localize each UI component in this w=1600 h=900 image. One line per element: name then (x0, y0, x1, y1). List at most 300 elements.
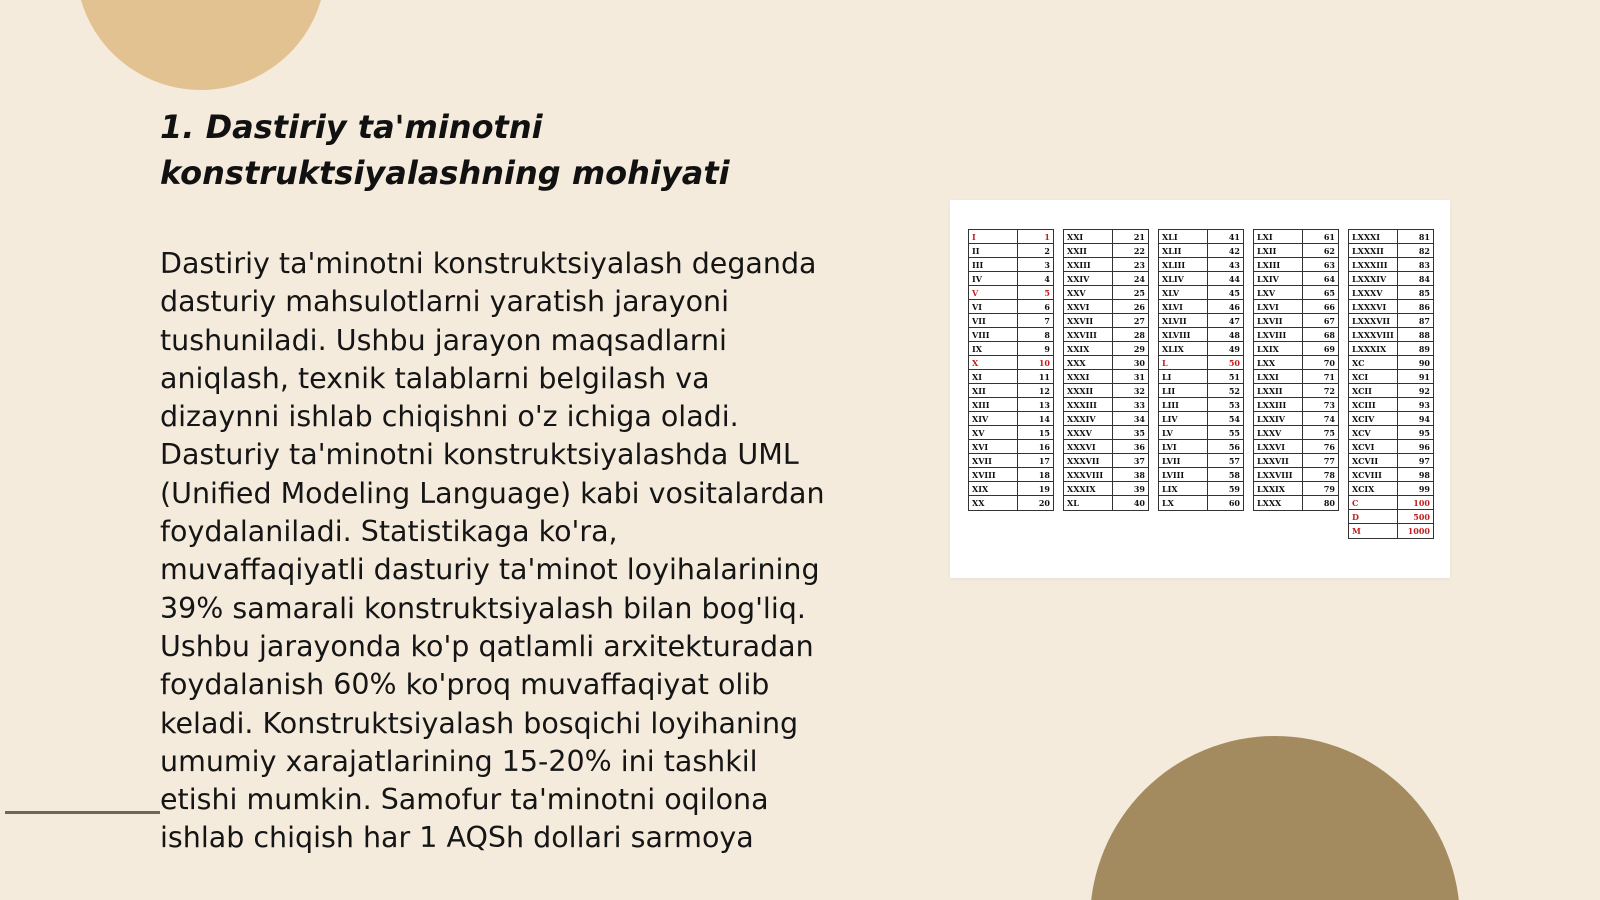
arabic-cell: 51 (1228, 372, 1240, 382)
arabic-cell: 88 (1418, 330, 1430, 340)
table-row (1349, 468, 1433, 482)
roman-table-group (1253, 229, 1339, 511)
arabic-cell: 38 (1133, 470, 1145, 480)
arabic-cell: 20 (1038, 498, 1050, 508)
roman-cell: LXXVIII (1254, 468, 1303, 481)
table-row (1254, 440, 1338, 454)
roman-cell: LXV (1254, 286, 1303, 299)
table-row (1254, 300, 1338, 314)
roman-cell: D (1349, 510, 1398, 523)
arabic-cell: 24 (1133, 274, 1145, 284)
roman-cell: XL (1064, 496, 1113, 510)
roman-cell: LXXVII (1254, 454, 1303, 467)
roman-cell: XLVIII (1159, 328, 1208, 341)
arabic-cell: 19 (1038, 484, 1050, 494)
table-row (1349, 370, 1433, 384)
table-row (1254, 342, 1338, 356)
table-row (969, 384, 1053, 398)
roman-cell: XLVI (1159, 300, 1208, 313)
arabic-cell: 16 (1038, 442, 1050, 452)
table-row (1064, 286, 1148, 300)
arabic-cell: 79 (1323, 484, 1335, 494)
table-row (1159, 370, 1243, 384)
arabic-cell: 49 (1228, 344, 1240, 354)
arabic-cell: 52 (1228, 386, 1240, 396)
roman-cell: XXVI (1064, 300, 1113, 313)
table-row (1254, 496, 1338, 510)
roman-cell: LIII (1159, 398, 1208, 411)
roman-cell: LXII (1254, 244, 1303, 257)
arabic-cell: 75 (1323, 428, 1335, 438)
arabic-cell: 97 (1418, 456, 1430, 466)
arabic-cell: 72 (1323, 386, 1335, 396)
arabic-cell: 6 (1044, 302, 1050, 312)
arabic-cell: 33 (1133, 400, 1145, 410)
arabic-cell: 81 (1418, 232, 1430, 242)
decorative-circle-top (76, 0, 326, 90)
table-row (969, 286, 1053, 300)
table-row (969, 328, 1053, 342)
table-row (1159, 426, 1243, 440)
arabic-cell: 34 (1133, 414, 1145, 424)
arabic-cell: 61 (1323, 232, 1335, 242)
table-row (1064, 412, 1148, 426)
roman-cell: X (969, 356, 1018, 369)
table-row (1064, 496, 1148, 510)
table-row (1064, 272, 1148, 286)
arabic-cell: 93 (1418, 400, 1430, 410)
arabic-cell: 8 (1044, 330, 1050, 340)
roman-cell: XVII (969, 454, 1018, 467)
arabic-cell: 7 (1044, 316, 1050, 326)
roman-cell: LXXVI (1254, 440, 1303, 453)
arabic-cell: 35 (1133, 428, 1145, 438)
arabic-cell: 30 (1133, 358, 1145, 368)
table-row (1159, 496, 1243, 510)
roman-table-group (968, 229, 1054, 511)
table-row (1064, 454, 1148, 468)
roman-cell: LXXXII (1349, 244, 1398, 257)
slide-body-text: Dastiriy ta'minotni konstruktsiyalash deganda dasturiy mahsulotlarni yaratish jarayoni tushuniladi. Ushbu jarayon maqsadlarni aniqlash, texnik talablarni belgilash va dizaynni ishlab chiqishni o'z ichiga oladi. Dasturiy ta'minotni konstruktsiyalashda UML (Unified Modeling Language) kabi vositalardan foydalaniladi. Statistikaga ko'ra, muvaffaqiyatli dasturiy ta'minot loyihalarining 39% samarali konstruktsiyalash bilan bog'liq. Ushbu jarayonda ko'p qatlamli arxitekturadan foydalanish 60% ko'proq muvaffaqiyat olib keladi. Konstruktsiyalash bosqichi loyihaning umumiy xarajatlarining 15-20% ini tashkil etishi mumkin. Samofur ta'minotni oqilona ishlab chiqish har 1 AQSh dollari sarmoya (160, 247, 825, 855)
arabic-cell: 85 (1418, 288, 1430, 298)
arabic-cell: 37 (1133, 456, 1145, 466)
arabic-cell: 11 (1038, 372, 1050, 382)
roman-cell: LII (1159, 384, 1208, 397)
roman-cell: XCVI (1349, 440, 1398, 453)
table-row (1349, 384, 1433, 398)
roman-cell: XLIX (1159, 342, 1208, 355)
arabic-cell: 74 (1323, 414, 1335, 424)
arabic-cell: 60 (1228, 498, 1240, 508)
arabic-cell: 45 (1228, 288, 1240, 298)
arabic-cell: 48 (1228, 330, 1240, 340)
roman-cell: LXI (1254, 230, 1303, 243)
table-row (1349, 510, 1433, 524)
table-row (1159, 384, 1243, 398)
table-row (969, 440, 1053, 454)
arabic-cell: 58 (1228, 470, 1240, 480)
roman-cell: LXXIV (1254, 412, 1303, 425)
table-row (1064, 356, 1148, 370)
arabic-cell: 77 (1323, 456, 1335, 466)
arabic-cell: 22 (1133, 246, 1145, 256)
roman-cell: LXVII (1254, 314, 1303, 327)
roman-cell: LXXXVII (1349, 314, 1398, 327)
roman-table-group (1348, 229, 1434, 539)
table-row (969, 342, 1053, 356)
arabic-cell: 53 (1228, 400, 1240, 410)
table-row (1349, 454, 1433, 468)
table-row (1349, 524, 1433, 538)
arabic-cell: 1000 (1407, 526, 1430, 536)
table-row (1064, 370, 1148, 384)
arabic-cell: 57 (1228, 456, 1240, 466)
roman-cell: XLV (1159, 286, 1208, 299)
roman-cell: I (969, 230, 1018, 243)
roman-cell: XXVIII (1064, 328, 1113, 341)
roman-cell: XXXIV (1064, 412, 1113, 425)
table-row (1349, 314, 1433, 328)
arabic-cell: 87 (1418, 316, 1430, 326)
table-row (969, 356, 1053, 370)
arabic-cell: 90 (1418, 358, 1430, 368)
roman-cell: XC (1349, 356, 1398, 369)
table-row (969, 468, 1053, 482)
arabic-cell: 95 (1418, 428, 1430, 438)
arabic-cell: 2 (1044, 246, 1050, 256)
roman-cell: III (969, 258, 1018, 271)
table-row (1159, 328, 1243, 342)
roman-cell: M (1349, 524, 1398, 538)
arabic-cell: 50 (1228, 358, 1240, 368)
arabic-cell: 29 (1133, 344, 1145, 354)
table-row (969, 230, 1053, 244)
table-row (1349, 356, 1433, 370)
arabic-cell: 23 (1133, 260, 1145, 270)
roman-cell: LXXXVI (1349, 300, 1398, 313)
roman-cell: LIV (1159, 412, 1208, 425)
roman-cell: XLIV (1159, 272, 1208, 285)
table-row (1254, 356, 1338, 370)
roman-cell: XX (969, 496, 1018, 510)
roman-cell: LVII (1159, 454, 1208, 467)
table-row (1349, 286, 1433, 300)
arabic-cell: 39 (1133, 484, 1145, 494)
roman-cell: VII (969, 314, 1018, 327)
table-row (969, 272, 1053, 286)
table-row (1254, 370, 1338, 384)
arabic-cell: 64 (1323, 274, 1335, 284)
roman-cell: IX (969, 342, 1018, 355)
table-row (1349, 440, 1433, 454)
arabic-cell: 98 (1418, 470, 1430, 480)
table-row (1159, 440, 1243, 454)
roman-cell: LXIII (1254, 258, 1303, 271)
roman-cell: XCIII (1349, 398, 1398, 411)
table-row (1349, 328, 1433, 342)
roman-cell: XIV (969, 412, 1018, 425)
roman-cell: XI (969, 370, 1018, 383)
roman-cell: XLVII (1159, 314, 1208, 327)
roman-cell: VI (969, 300, 1018, 313)
arabic-cell: 71 (1323, 372, 1335, 382)
arabic-cell: 70 (1323, 358, 1335, 368)
roman-cell: XCVIII (1349, 468, 1398, 481)
arabic-cell: 4 (1044, 274, 1050, 284)
roman-cell: XXX (1064, 356, 1113, 369)
arabic-cell: 62 (1323, 246, 1335, 256)
table-row (1349, 496, 1433, 510)
roman-cell: XXXII (1064, 384, 1113, 397)
arabic-cell: 5 (1044, 288, 1050, 298)
table-row (1349, 482, 1433, 496)
arabic-cell: 92 (1418, 386, 1430, 396)
arabic-cell: 82 (1418, 246, 1430, 256)
table-row (1159, 286, 1243, 300)
arabic-cell: 9 (1044, 344, 1050, 354)
table-row (1254, 468, 1338, 482)
roman-cell: LXXI (1254, 370, 1303, 383)
arabic-cell: 46 (1228, 302, 1240, 312)
bottom-divider-line (5, 811, 160, 814)
arabic-cell: 25 (1133, 288, 1145, 298)
table-row (969, 412, 1053, 426)
roman-table-group (1158, 229, 1244, 511)
arabic-cell: 86 (1418, 302, 1430, 312)
roman-cell: XXIV (1064, 272, 1113, 285)
arabic-cell: 47 (1228, 316, 1240, 326)
roman-cell: XCVII (1349, 454, 1398, 467)
arabic-cell: 78 (1323, 470, 1335, 480)
roman-cell: XVI (969, 440, 1018, 453)
roman-cell: LXIV (1254, 272, 1303, 285)
table-row (1064, 258, 1148, 272)
roman-cell: LXX (1254, 356, 1303, 369)
roman-cell: LXXXIV (1349, 272, 1398, 285)
table-row (1159, 272, 1243, 286)
arabic-cell: 32 (1133, 386, 1145, 396)
roman-cell: LXVIII (1254, 328, 1303, 341)
roman-cell: XXIII (1064, 258, 1113, 271)
arabic-cell: 76 (1323, 442, 1335, 452)
table-row (1349, 258, 1433, 272)
table-row (1064, 398, 1148, 412)
table-row (1064, 328, 1148, 342)
table-row (1349, 272, 1433, 286)
arabic-cell: 21 (1133, 232, 1145, 242)
arabic-cell: 65 (1323, 288, 1335, 298)
roman-cell: XXXVII (1064, 454, 1113, 467)
table-row (1349, 244, 1433, 258)
arabic-cell: 94 (1418, 414, 1430, 424)
roman-cell: LXXXV (1349, 286, 1398, 299)
arabic-cell: 31 (1133, 372, 1145, 382)
roman-cell: LXVI (1254, 300, 1303, 313)
table-row (1159, 258, 1243, 272)
table-row (1064, 482, 1148, 496)
arabic-cell: 63 (1323, 260, 1335, 270)
table-row (1254, 426, 1338, 440)
roman-cell: XCIX (1349, 482, 1398, 495)
table-row (969, 258, 1053, 272)
arabic-cell: 41 (1228, 232, 1240, 242)
roman-cell: LXXIII (1254, 398, 1303, 411)
table-row (1254, 384, 1338, 398)
arabic-cell: 96 (1418, 442, 1430, 452)
table-row (1159, 244, 1243, 258)
arabic-cell: 89 (1418, 344, 1430, 354)
roman-cell: LXXIX (1254, 482, 1303, 495)
roman-cell: XCIV (1349, 412, 1398, 425)
slide-title-line-2: konstruktsiyalashning mohiyati (160, 154, 730, 192)
arabic-cell: 18 (1038, 470, 1050, 480)
roman-cell: LXXV (1254, 426, 1303, 439)
roman-cell: LVIII (1159, 468, 1208, 481)
roman-cell: XLII (1159, 244, 1208, 257)
slide-title-line-1: 1. Dastiriy ta'minotni (160, 108, 543, 146)
roman-cell: LXXII (1254, 384, 1303, 397)
roman-cell: LXXX (1254, 496, 1303, 510)
arabic-cell: 54 (1228, 414, 1240, 424)
roman-cell: XXXVI (1064, 440, 1113, 453)
table-row (1254, 258, 1338, 272)
table-row (1159, 300, 1243, 314)
roman-cell: C (1349, 496, 1398, 509)
roman-table-group (1063, 229, 1149, 511)
table-row (1064, 314, 1148, 328)
table-row (969, 370, 1053, 384)
arabic-cell: 68 (1323, 330, 1335, 340)
table-row (1254, 286, 1338, 300)
arabic-cell: 1 (1044, 232, 1050, 242)
roman-cell: XCV (1349, 426, 1398, 439)
table-row (969, 398, 1053, 412)
table-row (1254, 244, 1338, 258)
roman-cell: LIX (1159, 482, 1208, 495)
arabic-cell: 56 (1228, 442, 1240, 452)
arabic-cell: 36 (1133, 442, 1145, 452)
roman-cell: XIII (969, 398, 1018, 411)
arabic-cell: 17 (1038, 456, 1050, 466)
arabic-cell: 99 (1418, 484, 1430, 494)
decorative-circle-bottom (1090, 736, 1460, 900)
roman-cell: II (969, 244, 1018, 257)
table-row (1254, 454, 1338, 468)
arabic-cell: 14 (1038, 414, 1050, 424)
arabic-cell: 73 (1323, 400, 1335, 410)
roman-cell: XXI (1064, 230, 1113, 243)
table-row (969, 454, 1053, 468)
roman-cell: IV (969, 272, 1018, 285)
table-row (1254, 328, 1338, 342)
arabic-cell: 80 (1323, 498, 1335, 508)
table-row (969, 426, 1053, 440)
arabic-cell: 44 (1228, 274, 1240, 284)
table-row (1254, 272, 1338, 286)
roman-cell: VIII (969, 328, 1018, 341)
roman-cell: XXXVIII (1064, 468, 1113, 481)
roman-cell: LXXXIX (1349, 342, 1398, 355)
arabic-cell: 10 (1038, 358, 1050, 368)
arabic-cell: 15 (1038, 428, 1050, 438)
arabic-cell: 12 (1038, 386, 1050, 396)
table-row (1064, 468, 1148, 482)
roman-cell: XII (969, 384, 1018, 397)
table-row (1349, 426, 1433, 440)
table-row (969, 314, 1053, 328)
table-row (969, 300, 1053, 314)
table-row (1064, 426, 1148, 440)
table-row (1159, 314, 1243, 328)
roman-cell: LV (1159, 426, 1208, 439)
arabic-cell: 27 (1133, 316, 1145, 326)
roman-cell: XV (969, 426, 1018, 439)
roman-cell: XIX (969, 482, 1018, 495)
roman-cell: XLI (1159, 230, 1208, 243)
roman-cell: XXV (1064, 286, 1113, 299)
roman-cell: XXXIX (1064, 482, 1113, 495)
roman-cell: XLIII (1159, 258, 1208, 271)
table-row (969, 496, 1053, 510)
table-row (1254, 398, 1338, 412)
table-row (1349, 230, 1433, 244)
arabic-cell: 69 (1323, 344, 1335, 354)
roman-cell: XXII (1064, 244, 1113, 257)
table-row (1064, 440, 1148, 454)
table-row (1159, 356, 1243, 370)
roman-cell: XXXIII (1064, 398, 1113, 411)
table-row (1349, 300, 1433, 314)
roman-cell: LXXXI (1349, 230, 1398, 243)
roman-cell: LXXXVIII (1349, 328, 1398, 341)
roman-cell: XCII (1349, 384, 1398, 397)
arabic-cell: 13 (1038, 400, 1050, 410)
table-row (1254, 314, 1338, 328)
arabic-cell: 26 (1133, 302, 1145, 312)
arabic-cell: 43 (1228, 260, 1240, 270)
table-row (1159, 412, 1243, 426)
roman-cell: LXIX (1254, 342, 1303, 355)
roman-cell: LXXXIII (1349, 258, 1398, 271)
table-row (1254, 412, 1338, 426)
arabic-cell: 100 (1413, 498, 1430, 508)
roman-cell: V (969, 286, 1018, 299)
slide-title (160, 104, 840, 196)
table-row (1349, 342, 1433, 356)
roman-cell: XXXV (1064, 426, 1113, 439)
roman-cell: LI (1159, 370, 1208, 383)
table-row (1159, 468, 1243, 482)
table-row (1159, 342, 1243, 356)
table-row (1159, 398, 1243, 412)
arabic-cell: 500 (1413, 512, 1430, 522)
arabic-cell: 40 (1133, 498, 1145, 508)
roman-cell: XXXI (1064, 370, 1113, 383)
arabic-cell: 91 (1418, 372, 1430, 382)
roman-cell: LVI (1159, 440, 1208, 453)
table-row (1159, 454, 1243, 468)
table-row (969, 482, 1053, 496)
roman-cell: XCI (1349, 370, 1398, 383)
arabic-cell: 67 (1323, 316, 1335, 326)
table-row (1064, 244, 1148, 258)
roman-cell: L (1159, 356, 1208, 369)
table-row (1349, 412, 1433, 426)
arabic-cell: 83 (1418, 260, 1430, 270)
table-row (1064, 384, 1148, 398)
roman-cell: XXVII (1064, 314, 1113, 327)
roman-cell: LX (1159, 496, 1208, 510)
